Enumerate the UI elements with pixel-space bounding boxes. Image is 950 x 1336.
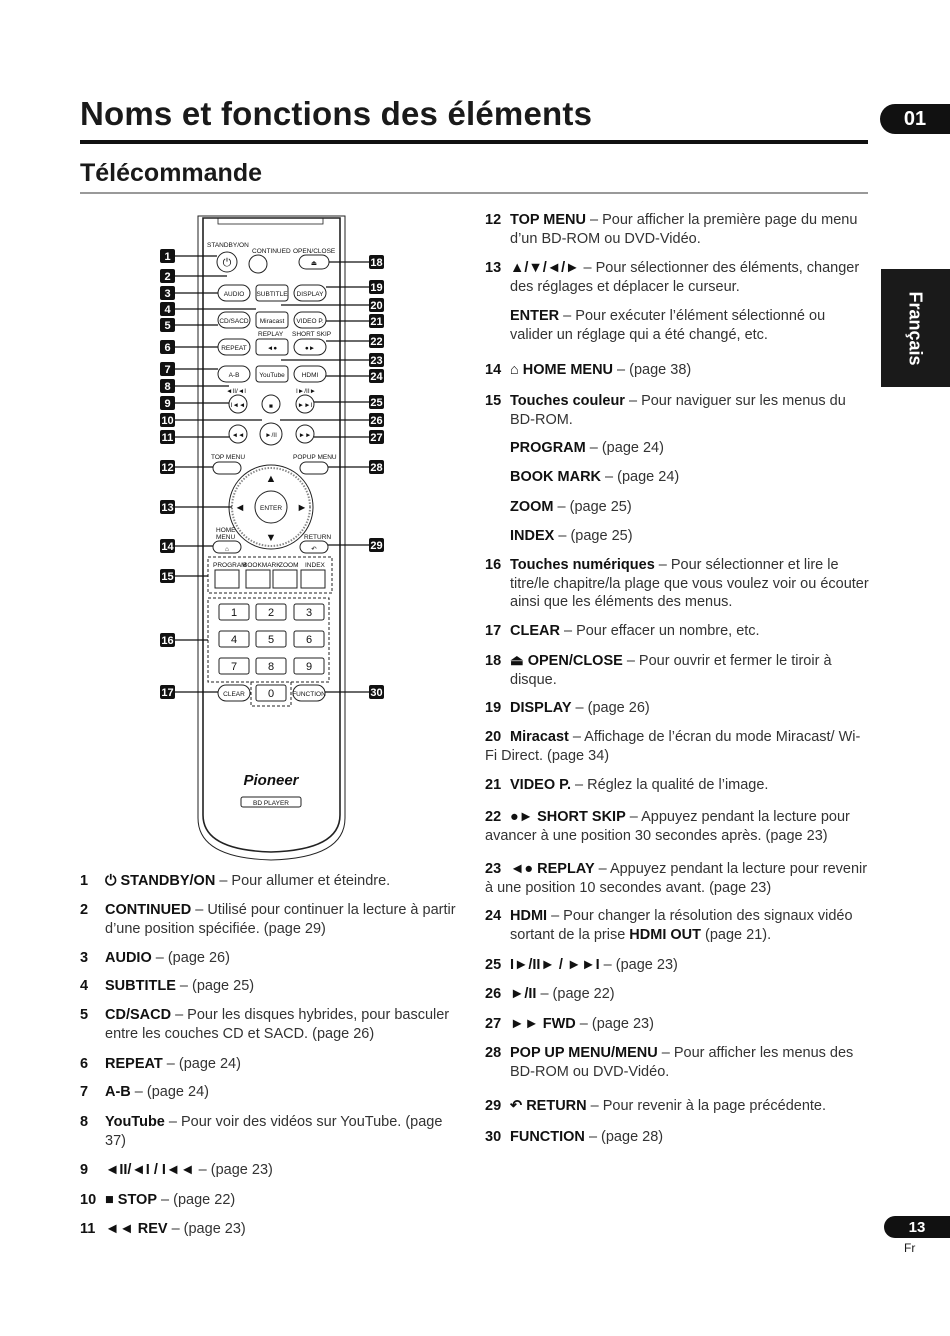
page-number: 13	[884, 1216, 950, 1238]
item-text	[510, 439, 870, 458]
item-number: 11	[80, 1221, 96, 1237]
youtube-button-label: YouTube	[259, 372, 285, 379]
item-description: – Pour revenir à la page précédente.	[586, 1098, 827, 1114]
item-number: 8	[80, 1114, 89, 1130]
eject-icon: ⏏	[310, 260, 318, 267]
return-icon: ↶	[510, 1098, 527, 1114]
callout-number: 19	[370, 282, 383, 294]
power-icon: ⏻	[222, 257, 232, 269]
item-label: ▲/▼/◄/►	[510, 260, 580, 276]
item-label: ZOOM	[510, 499, 554, 515]
item-number: 10	[80, 1192, 97, 1208]
digit-button-label: 6	[305, 634, 313, 646]
item-text	[510, 392, 870, 429]
next-label: I►/II►	[296, 388, 317, 395]
item-description: – (page 23)	[599, 957, 678, 973]
model-badge-label: BD PLAYER	[252, 800, 290, 807]
video-p-button-label: VIDEO P.	[296, 318, 324, 325]
callout-number: 8	[164, 381, 171, 393]
item-number: 22	[485, 809, 502, 825]
item-number: 28	[485, 1045, 502, 1061]
item-text	[105, 1055, 465, 1074]
item-label: SUBTITLE	[105, 978, 176, 994]
item-description: – Utilisé pour continuer la lecture à partir d’une position spécifiée. (page 29)	[105, 902, 456, 937]
item-description: (page 21).	[700, 926, 772, 943]
callout-number: 26	[370, 415, 383, 427]
open-close-label: OPEN/CLOSE	[293, 248, 336, 255]
item-description: – (page 24)	[130, 1084, 209, 1100]
ab-button-label: A-B	[228, 372, 240, 379]
item-label: ENTER	[510, 308, 560, 324]
callout-number: 30	[370, 687, 383, 699]
item-text	[510, 776, 870, 795]
item-number: 15	[485, 393, 502, 409]
item-text	[105, 1191, 465, 1210]
clear-button-label: CLEAR	[223, 691, 245, 698]
callout-number: 15	[161, 571, 174, 583]
item-label: ◄◄ REV	[105, 1221, 168, 1237]
item-description: – Réglez la qualité de l’image.	[570, 777, 769, 793]
item-label: POP UP MENU/MENU	[510, 1045, 658, 1061]
function-button-label: FUNCTION	[292, 691, 326, 698]
fwd-icon: ►►	[298, 432, 312, 439]
item-text	[510, 622, 870, 641]
description-item	[485, 776, 870, 795]
callout-number: 20	[370, 300, 383, 312]
description-item	[485, 468, 870, 487]
item-number: 29	[485, 1098, 502, 1114]
item-description: – Pour les disques hybrides, pour basculer entre les couches CD et SACD. (page 26)	[105, 1007, 450, 1042]
item-number: 14	[485, 362, 502, 378]
program-label: PROGRAM	[213, 562, 247, 569]
down-arrow-icon[interactable]: ▼	[265, 532, 277, 544]
rev-icon: ◄◄	[231, 432, 245, 439]
item-text	[510, 907, 870, 944]
item-description: – Pour exécuter l’élément sélectionné ou valider un réglage qui a été changé, etc.	[510, 308, 826, 343]
item-label: HDMI	[510, 908, 548, 924]
replay-label: REPLAY	[258, 331, 284, 338]
item-number: 1	[80, 873, 89, 889]
item-number: 19	[485, 700, 502, 716]
standby-label: STANDBY/ON	[207, 242, 249, 249]
description-item	[485, 907, 870, 944]
item-description: – (page 25)	[175, 978, 255, 994]
item-number: 26	[485, 986, 502, 1002]
cd-sacd-button-label: CD/SACD	[219, 318, 249, 325]
item-text	[105, 949, 465, 968]
item-label: HDMI OUT	[629, 926, 701, 943]
digit-button-label: 5	[267, 634, 275, 646]
brand-logo: Pioneer	[243, 772, 299, 789]
short-skip-icon: ●►	[304, 345, 316, 352]
item-text	[105, 901, 465, 938]
item-number: 24	[485, 908, 502, 924]
chapter-badge: 01	[880, 104, 950, 134]
item-number: 30	[485, 1129, 502, 1145]
item-label: Touches couleur	[510, 393, 625, 409]
item-number: 23	[485, 861, 502, 877]
digit-button-label: 7	[230, 661, 238, 673]
description-item	[80, 1006, 465, 1043]
item-description: – Pour naviguer sur les menus du BD-ROM.	[510, 393, 846, 428]
item-label: ►/II	[510, 986, 537, 1002]
item-text	[510, 361, 870, 380]
play-pause-icon: ►/II	[265, 432, 277, 439]
item-text	[510, 985, 870, 1004]
description-item	[485, 498, 870, 517]
description-item	[485, 361, 870, 380]
item-text	[105, 1220, 465, 1239]
description-item	[485, 1097, 870, 1116]
return-icon: ↶	[311, 546, 317, 553]
continued-button[interactable]	[249, 255, 267, 273]
item-number: 9	[80, 1162, 89, 1178]
item-description: – (page 23)	[575, 1016, 654, 1032]
item-label: YouTube	[105, 1114, 165, 1130]
item-label: TOP MENU	[510, 212, 587, 228]
item-number: 21	[485, 777, 502, 793]
item-label: BOOK MARK	[510, 469, 602, 485]
description-item	[80, 1083, 465, 1102]
digit-button-label: 8	[267, 661, 275, 673]
item-text	[510, 211, 870, 248]
callout-number: 5	[164, 320, 171, 332]
program-button[interactable]	[215, 570, 239, 588]
callout-number: 6	[164, 342, 171, 354]
description-item	[485, 527, 870, 546]
page-language: Fr	[904, 1241, 916, 1255]
item-label: RETURN	[526, 1098, 587, 1114]
description-item	[80, 1055, 465, 1074]
page-title: Noms et fonctions des éléments	[80, 95, 593, 132]
description-item	[485, 985, 870, 1004]
item-text	[105, 1083, 465, 1102]
home-icon: ⌂	[510, 362, 523, 378]
language-side-tab-label: Français	[906, 290, 927, 366]
item-description: – (page 25)	[553, 499, 632, 515]
item-description: – (page 23)	[194, 1162, 273, 1178]
callout-number: 23	[370, 355, 383, 367]
item-number: 16	[485, 557, 502, 573]
item-text	[485, 860, 870, 897]
section-title: Télécommande	[80, 159, 263, 187]
item-label: I►/II► / ►►I	[510, 957, 600, 973]
item-text	[510, 527, 870, 546]
description-item	[80, 1113, 465, 1150]
replay-icon: ◄●	[266, 345, 278, 352]
item-text	[510, 699, 870, 718]
callout-number: 4	[164, 304, 171, 316]
item-number: 18	[485, 653, 502, 669]
prev-icon: I◄◄	[230, 402, 246, 409]
up-arrow-icon[interactable]: ▲	[265, 473, 277, 485]
item-text	[510, 652, 870, 689]
digit-button-label: 1	[230, 607, 238, 619]
item-description: – Pour sélectionner des éléments, changer des réglages et déplacer le curseur.	[510, 260, 860, 295]
item-label: ⏏ OPEN/CLOSE	[510, 653, 623, 669]
item-text	[510, 468, 870, 487]
description-item	[80, 872, 465, 891]
item-description: – (page 24)	[601, 469, 680, 485]
item-text	[510, 1128, 870, 1147]
item-description: – Pour voir des vidéos sur YouTube. (page 37)	[105, 1114, 443, 1149]
item-number: 7	[80, 1084, 89, 1100]
item-text	[105, 872, 465, 891]
callout-number: 16	[161, 635, 174, 647]
item-description: – (page 38)	[613, 362, 692, 378]
item-number: 3	[80, 950, 89, 966]
description-item	[485, 392, 870, 429]
item-number: 12	[485, 212, 502, 228]
item-number: 17	[485, 623, 502, 639]
callout-number: 18	[370, 257, 383, 269]
left-arrow-icon[interactable]: ◄	[234, 502, 246, 514]
enter-button-label: ENTER	[259, 505, 283, 512]
item-number: 5	[80, 1007, 89, 1023]
item-label: Miracast	[510, 729, 569, 745]
callout-number: 2	[164, 271, 171, 283]
item-number: 6	[80, 1056, 89, 1072]
item-description: – (page 24)	[162, 1056, 241, 1072]
item-text	[510, 259, 870, 296]
item-text	[485, 808, 870, 845]
description-item	[485, 699, 870, 718]
popup-menu-button[interactable]	[300, 462, 328, 474]
top-menu-label: TOP MENU	[211, 454, 246, 461]
item-description: – Pour changer la résolution des signaux vidéo sortant de la prise	[510, 908, 853, 943]
power-icon: ⏻	[105, 873, 121, 889]
item-description: – Pour effacer un nombre, etc.	[559, 623, 760, 639]
item-description: – (page 28)	[584, 1129, 664, 1145]
callout-number: 25	[370, 397, 383, 409]
item-label: Touches numériques	[510, 557, 655, 573]
stop-icon: ■	[269, 403, 273, 410]
item-label: CONTINUED	[105, 902, 192, 918]
callout-number: 21	[370, 316, 383, 328]
item-description: – Pour allumer et éteindre.	[215, 873, 391, 889]
index-button[interactable]	[301, 570, 325, 588]
item-description: – Appuyez pendant la lecture pour avancer à une position 30 secondes après. (page 23)	[485, 809, 850, 844]
item-description: – Appuyez pendant la lecture pour revenir à une position 10 secondes avant. (page 23)	[485, 861, 868, 896]
item-label: AUDIO	[105, 950, 152, 966]
item-description: – (page 22)	[536, 986, 615, 1002]
item-description: – (page 22)	[157, 1192, 236, 1208]
description-item	[485, 1044, 870, 1081]
right-arrow-icon[interactable]: ►	[296, 502, 308, 514]
continued-label: CONTINUED	[252, 248, 291, 255]
callout-number: 1	[164, 251, 171, 263]
item-text	[510, 498, 870, 517]
item-label: PROGRAM	[510, 440, 586, 456]
item-text	[510, 956, 870, 975]
digit-button-label: 4	[230, 634, 238, 646]
item-text	[105, 1161, 465, 1180]
item-label: A-B	[105, 1084, 131, 1100]
item-description: – Pour sélectionner et lire le titre/le chapitre/la plage que vous voulez voir ou écouter ainsi que les éléments des menus.	[510, 557, 869, 610]
item-description: – Affichage de l’écran du mode Miracast/ Wi-Fi Direct. (page 34)	[485, 729, 861, 764]
description-item	[80, 977, 465, 996]
description-item	[80, 1220, 465, 1239]
item-number: 13	[485, 260, 502, 276]
item-description: – Pour afficher les menus des BD-ROM ou DVD-Vidéo.	[510, 1045, 854, 1080]
audio-button-label: AUDIO	[223, 291, 245, 298]
item-text	[510, 1015, 870, 1034]
item-label: DISPLAY	[510, 700, 572, 716]
home-icon: ⌂	[225, 546, 229, 553]
description-item	[485, 211, 870, 248]
item-label: HOME MENU	[522, 362, 614, 378]
bookmark-button[interactable]	[246, 570, 270, 588]
bookmark-label: BOOKMARK	[243, 562, 281, 569]
description-item	[485, 956, 870, 975]
item-label: STANDBY/ON	[120, 873, 216, 889]
digit-button-label: 9	[305, 661, 313, 673]
digit-button-label: 2	[267, 607, 275, 619]
item-number: 25	[485, 957, 502, 973]
item-label: CLEAR	[510, 623, 560, 639]
item-description: – Pour afficher la première page du menu d’un BD-ROM ou DVD-Vidéo.	[510, 212, 858, 247]
zoom-label: ZOOM	[279, 562, 299, 569]
description-item	[485, 1128, 870, 1147]
item-description: – (page 25)	[554, 528, 633, 544]
home-menu-label-1: HOME	[216, 527, 236, 534]
callout-number: 10	[161, 415, 174, 427]
item-number: 27	[485, 1016, 502, 1032]
item-text	[510, 1044, 870, 1081]
item-text	[105, 1006, 465, 1043]
callout-number: 14	[161, 541, 174, 553]
item-label: ►► FWD	[510, 1016, 576, 1032]
zoom-button[interactable]	[273, 570, 297, 588]
popup-menu-label: POPUP MENU	[293, 454, 337, 461]
item-text	[105, 977, 465, 996]
callout-number: 12	[161, 462, 174, 474]
item-label: ●► SHORT SKIP	[510, 809, 626, 825]
prev-label: ◄II/◄I	[226, 388, 247, 395]
item-label: ◄● REPLAY	[510, 861, 595, 877]
callout-number: 13	[161, 502, 174, 514]
description-item	[485, 860, 870, 897]
item-text	[105, 1113, 465, 1150]
return-label: RETURN	[304, 534, 332, 541]
description-item	[485, 439, 870, 458]
callout-number: 24	[370, 371, 383, 383]
item-label: FUNCTION	[510, 1129, 585, 1145]
digit-button-label: 3	[305, 607, 313, 619]
description-item	[485, 652, 870, 689]
item-number: 4	[80, 978, 89, 994]
description-item	[485, 307, 870, 344]
item-text	[510, 307, 870, 344]
description-item	[485, 728, 870, 765]
description-item	[485, 622, 870, 641]
item-description: – Pour ouvrir et fermer le tiroir à disque.	[510, 653, 832, 688]
callout-number: 3	[164, 288, 171, 300]
item-label: ■ STOP	[105, 1192, 158, 1208]
item-label: CD/SACD	[105, 1007, 172, 1023]
repeat-button-label: REPEAT	[221, 345, 247, 352]
callout-number: 28	[370, 462, 383, 474]
hdmi-button-label: HDMI	[301, 372, 319, 379]
callout-number: 7	[164, 364, 171, 376]
next-icon: ►►I	[297, 402, 313, 409]
description-item	[485, 1015, 870, 1034]
callout-number: 11	[161, 432, 174, 444]
item-text	[485, 728, 870, 765]
index-label: INDEX	[305, 562, 325, 569]
item-description: – (page 26)	[151, 950, 230, 966]
callout-number: 17	[161, 687, 174, 699]
item-number: 20	[485, 729, 502, 745]
description-item	[80, 1191, 465, 1210]
top-menu-button[interactable]	[213, 462, 241, 474]
description-item	[485, 808, 870, 845]
home-menu-label-2: MENU	[216, 534, 236, 541]
description-item	[80, 949, 465, 968]
display-button-label: DISPLAY	[296, 291, 324, 298]
item-number: 2	[80, 902, 89, 918]
item-text	[510, 1097, 870, 1116]
item-text	[510, 556, 870, 612]
item-label: ◄II/◄I / I◄◄	[105, 1162, 195, 1178]
short-skip-label: SHORT SKIP	[292, 331, 332, 338]
callout-number: 9	[164, 398, 171, 410]
item-description: – (page 23)	[167, 1221, 246, 1237]
item-description: – (page 26)	[571, 700, 650, 716]
item-label: VIDEO P.	[510, 777, 571, 793]
description-item	[80, 1161, 465, 1180]
digit-button-label: 0	[267, 688, 275, 700]
callout-number: 22	[370, 336, 383, 348]
item-description: – (page 24)	[585, 440, 664, 456]
item-label: INDEX	[510, 528, 555, 544]
callout-number: 27	[370, 432, 383, 444]
description-item	[485, 556, 870, 612]
subtitle-button-label: SUBTITLE	[256, 291, 288, 298]
item-label: REPEAT	[105, 1056, 163, 1072]
miracast-button-label: Miracast	[259, 318, 285, 325]
description-item	[80, 901, 465, 938]
callout-number: 29	[370, 540, 383, 552]
description-item	[485, 259, 870, 296]
